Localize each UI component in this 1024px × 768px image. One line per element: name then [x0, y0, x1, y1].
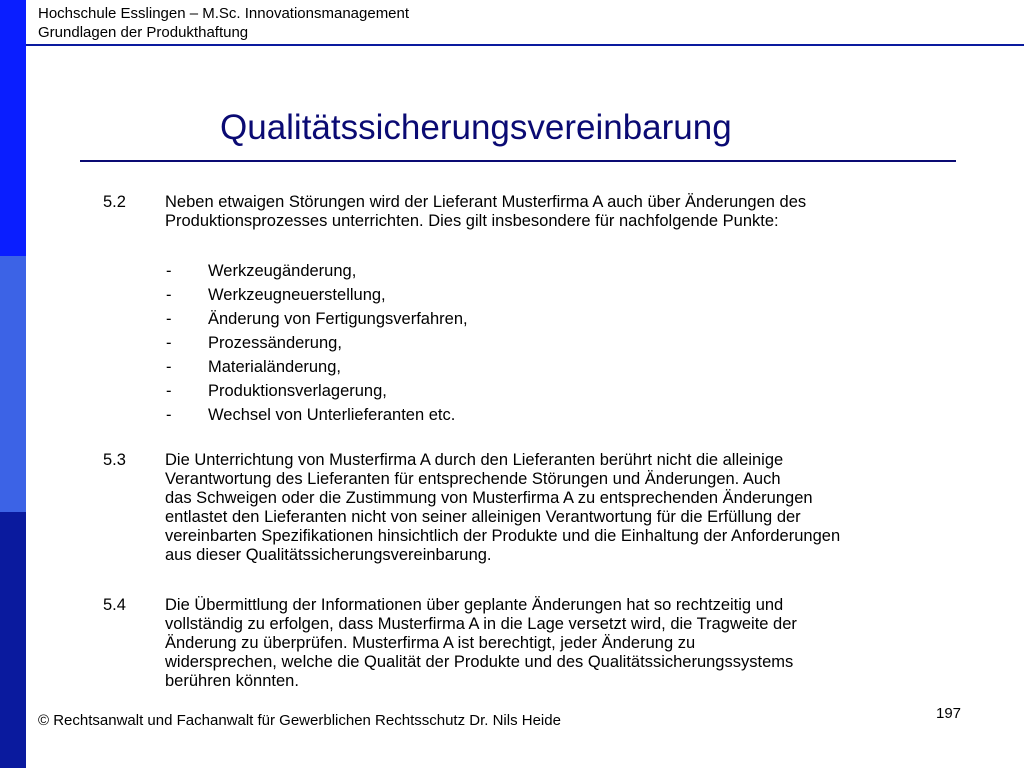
list-item-text: Prozessänderung,	[208, 334, 342, 352]
header-institution: Hochschule Esslingen – M.Sc. Innovationsmanagement	[38, 5, 410, 22]
list-bullet: -	[166, 262, 172, 280]
text-line: Die Übermittlung der Informationen über geplante Änderungen hat so rechtzeitig und	[165, 596, 784, 614]
title-underline	[80, 160, 956, 162]
list-item	[0, 406, 1024, 430]
text-line: aus dieser Qualitätssicherungsvereinbarung.	[165, 546, 492, 564]
change-list	[0, 262, 1024, 430]
slide-title: Qualitätssicherungsvereinbarung	[220, 108, 732, 147]
list-item-text: Wechsel von Unterlieferanten etc.	[208, 406, 456, 424]
list-bullet: -	[166, 310, 172, 328]
header-divider	[26, 44, 1024, 46]
page-number: 197	[936, 705, 962, 722]
list-item	[0, 334, 1024, 358]
text-line: Produktionsprozesses unterrichten. Dies gilt insbesondere für nachfolgende Punkte:	[165, 212, 779, 230]
text-line: entlastet den Lieferanten nicht von seiner alleinigen Verantwortung für die Erfüllung der	[165, 508, 801, 526]
list-bullet: -	[166, 358, 172, 376]
list-item	[0, 358, 1024, 382]
section-text	[165, 596, 985, 691]
list-bullet: -	[166, 334, 172, 352]
slide-header	[38, 4, 409, 42]
section-number: 5.2	[103, 193, 126, 211]
section-number: 5.3	[103, 451, 126, 469]
text-line: Die Unterrichtung von Musterfirma A durch den Lieferanten berührt nicht die alleinige	[165, 451, 784, 469]
list-item	[0, 310, 1024, 334]
list-item-text: Werkzeugänderung,	[208, 262, 357, 280]
list-item	[0, 382, 1024, 406]
list-bullet: -	[166, 406, 172, 424]
text-line: vereinbarten Spezifikationen hinsichtlich der Produkte und die Einhaltung der Anforderungen	[165, 527, 841, 545]
list-item-text: Materialänderung,	[208, 358, 341, 376]
text-line: berühren könnten.	[165, 672, 299, 690]
text-line: widersprechen, welche die Qualität der Produkte und des Qualitätssicherungssystems	[165, 653, 794, 671]
text-line: Änderung zu überprüfen. Musterfirma A ist berechtigt, jeder Änderung zu	[165, 634, 696, 652]
slide-footer: © Rechtsanwalt und Fachanwalt für Gewerblichen Rechtsschutz Dr. Nils Heide	[38, 712, 561, 729]
text-line: Verantwortung des Lieferanten für entsprechende Störungen und Änderungen. Auch	[165, 470, 781, 488]
text-line: Neben etwaigen Störungen wird der Lieferant Musterfirma A auch über Änderungen des	[165, 193, 807, 211]
section-text	[165, 451, 985, 565]
list-item-text: Werkzeugneuerstellung,	[208, 286, 386, 304]
text-line: vollständig zu erfolgen, dass Musterfirma A in die Lage versetzt wird, die Tragweite der	[165, 615, 797, 633]
section-text	[165, 193, 985, 231]
list-bullet: -	[166, 286, 172, 304]
list-item	[0, 286, 1024, 310]
text-line: das Schweigen oder die Zustimmung von Musterfirma A zu entsprechenden Änderungen	[165, 489, 813, 507]
list-item-text: Produktionsverlagerung,	[208, 382, 387, 400]
header-course: Grundlagen der Produkthaftung	[38, 24, 249, 41]
sidebar-band-bottom	[0, 512, 26, 768]
sidebar-band-top	[0, 0, 26, 256]
section-number: 5.4	[103, 596, 126, 614]
list-bullet: -	[166, 382, 172, 400]
list-item-text: Änderung von Fertigungsverfahren,	[208, 310, 468, 328]
list-item	[0, 262, 1024, 286]
